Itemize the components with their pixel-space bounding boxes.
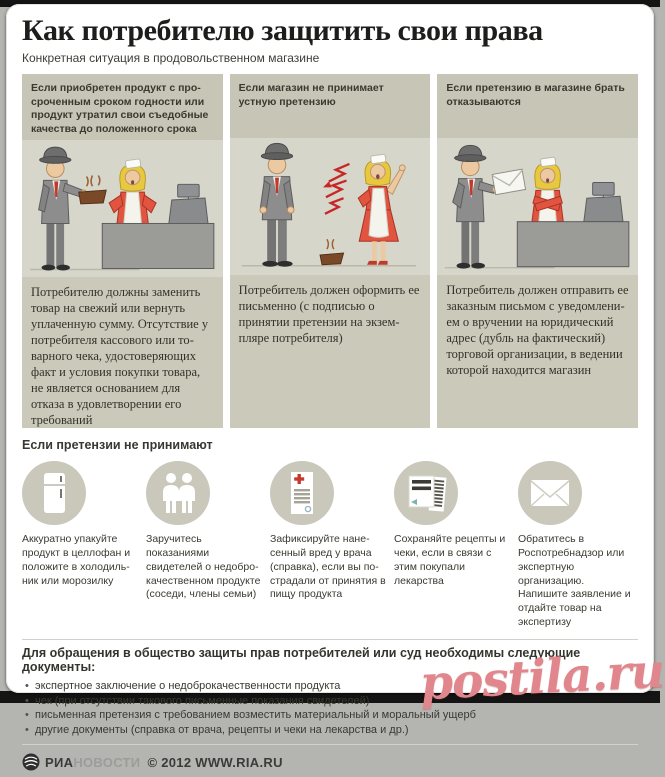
document-item: • письменная претензия с требованием возместить материальный и моральный ущерб [22,708,638,723]
scenario-body: Потребителю должны заменить товар на свежий или вернуть уплаченную сумму. Отсутствие у потребителя кассового или товарного чека, удостоверяющих факт и условия покупки товара, не является основанием для отказа в удовлетворении его требований [22,277,223,428]
ria-globe-icon [22,753,40,771]
section-divider [22,639,638,640]
scenario-column-verbal-complaint [230,74,431,428]
claim-item-pack-product [22,461,142,630]
man-figure [453,145,499,268]
page-subtitle: Конкретная ситуация в продовольственном магазине [22,51,320,65]
counter [102,224,214,269]
page-title: Как потребителю защитить свои права [22,14,543,47]
claims-section [22,438,638,630]
man-figure [260,143,294,266]
claim-item-medical-proof [270,461,390,630]
cashier-figure [358,154,405,265]
scenario-header: Если приобретен продукт с просроченным сроком годности или продукт утратил свои съедобные качества до положенного срока [22,74,223,140]
document-item: • экспертное заключение о недоброкачественности продукта [22,679,638,694]
cashier-figure [109,159,156,224]
scenario-header: Если магазин не принимает устную претензию [230,74,431,138]
envelope-icon [518,461,582,525]
claims-section-title: Если претензии не принимают [22,438,213,452]
scenario-column-refused-complaint [437,74,638,428]
scenario-header: Если претензию в магазине брать отказываются [437,74,638,138]
claim-text: Обратитесь в Роспотребнадзор или экспертную организацию. Напишите заявление и отдайте товар на экспертизу [518,533,631,629]
fridge-icon [22,461,86,525]
counter [518,222,630,267]
document-item: • другие документы (справка от врача, рецепты и чеки на лекарства и др.) [22,723,638,738]
scene-verbal-complaint [230,138,431,275]
scenario-body: Потребитель должен оформить ее письменно (с подписью о принятии претензии на экземпляре потребителя) [230,275,431,428]
letter-envelope [492,169,525,195]
footer [22,744,638,777]
receipts-icon [394,461,458,525]
claim-text: Аккуратно упакуйте продукт в целлофан и положите в холодильник или морозилку [22,533,131,587]
witnesses-icon [146,461,210,525]
medical-certificate-icon [270,461,334,525]
cashier-figure [532,157,563,222]
documents-section-title: Для обращения в общество защиты прав потребителей или суд необходимы следующие документы: [22,646,581,675]
illustration-registered-letter [437,138,638,275]
document-item: • чек (при отсутствии такового письменные показания свидетелей) [22,694,638,709]
scenario-column-expired-product [22,74,223,428]
footer-brand-ria: РИА [45,754,74,770]
footer-copyright: © 2012 WWW.RIA.RU [147,754,283,770]
scene-spoiled-product [22,140,223,277]
claim-text: Сохраняйте рецепты и чеки, если в связи с этим покупали лекарства [394,533,506,587]
illustration-verbal-complaint [230,138,431,275]
claim-text: Зафиксируйте нанесенный вред у врача (справка), если вы пострадали от принятия в пищу продукта [270,533,386,601]
claim-item-witnesses [146,461,266,630]
scenario-body: Потребитель должен отправить ее заказным письмом с уведомлением о вручении на юридический адрес (дубль на фактический) торговой организации, в ведении которой находится магазин [437,275,638,428]
claim-item-keep-receipts [394,461,514,630]
claim-text: Заручитесь показаниями свидетелей о недоброкачественном продукте (соседи, члены семьи) [146,533,261,601]
cash-register [169,185,208,224]
man-figure [39,148,87,271]
postila-watermark: postila.ru [418,643,665,712]
claim-item-expertise [518,461,638,630]
spoiled-cake-on-floor [320,239,343,264]
infographic-card [6,4,654,770]
illustration-spoiled-product [22,140,223,277]
footer-brand-novosti: НОВОСТИ [73,754,141,770]
claims-row [22,461,638,630]
scenario-columns [22,74,638,428]
lightning-bolts [323,164,349,214]
cash-register [584,183,623,222]
scene-registered-letter [437,138,638,275]
